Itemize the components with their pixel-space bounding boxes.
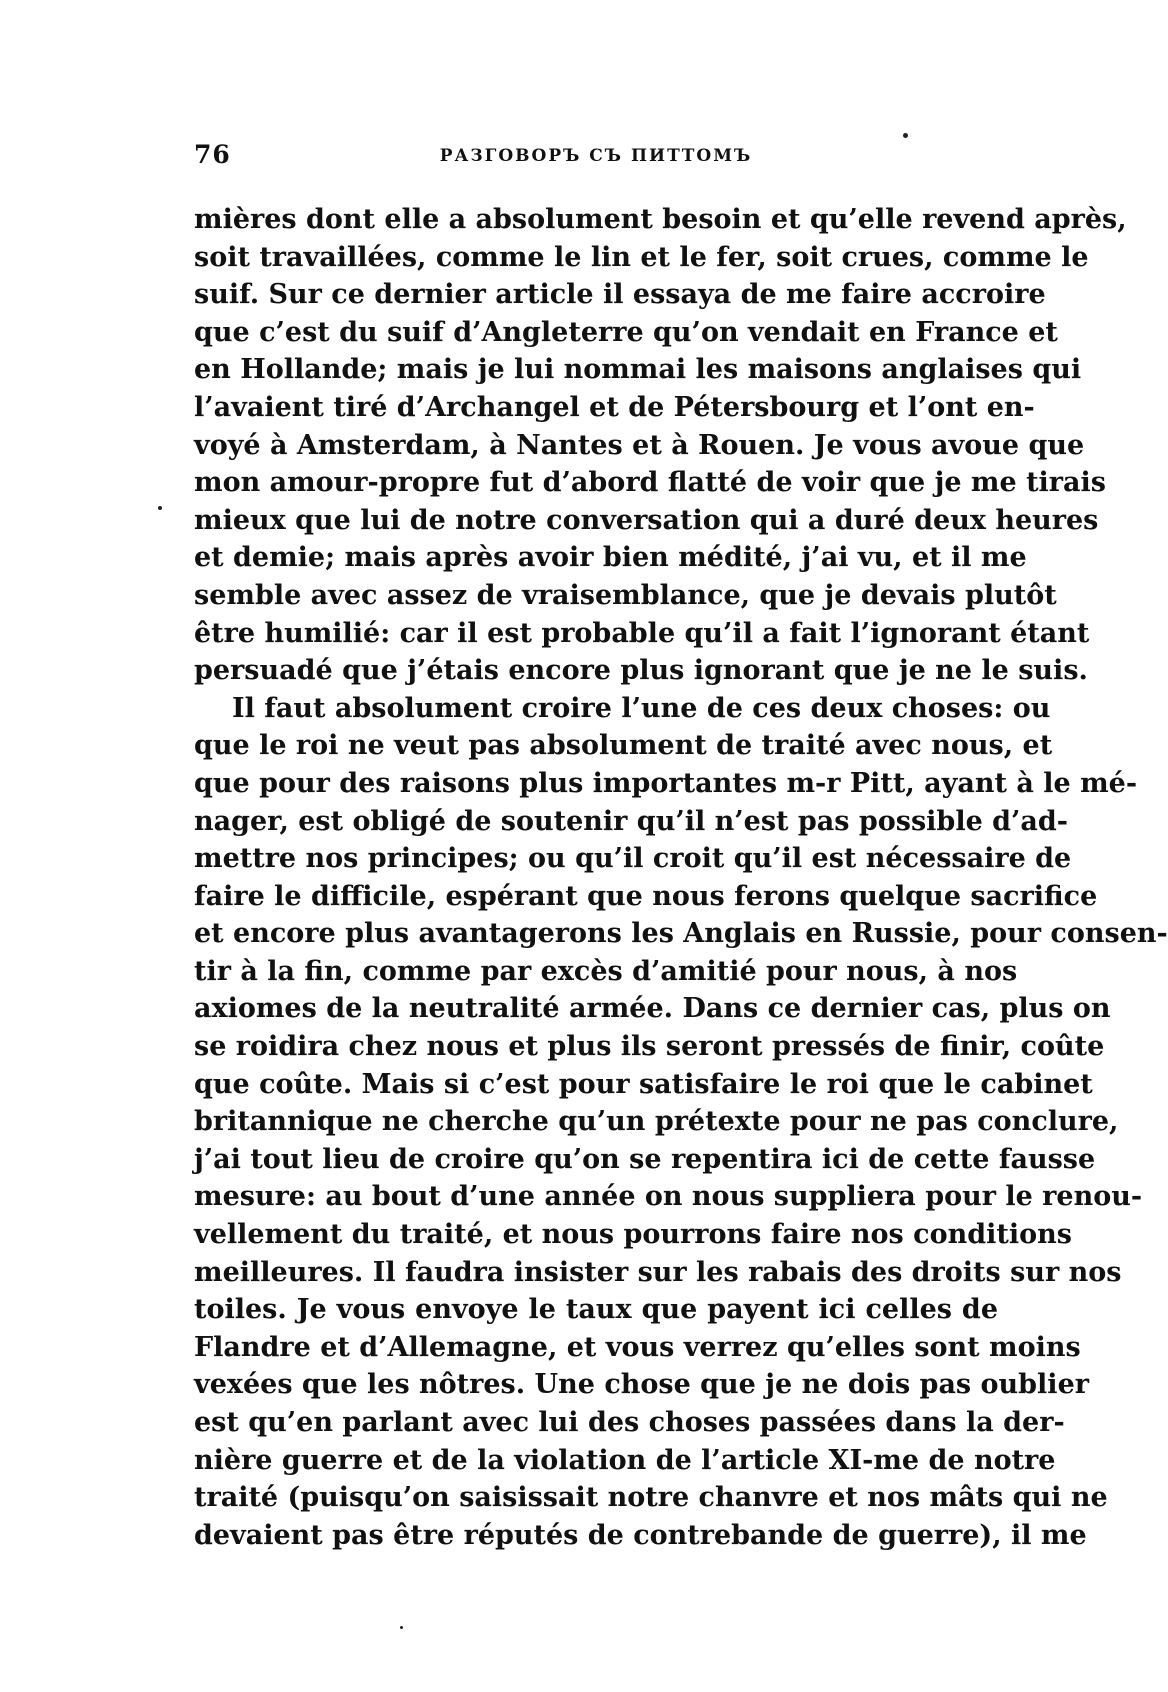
text-line: traité (puisqu’on saisissait notre chanvre et nos mâts qui ne <box>194 1482 1108 1514</box>
text-line: et demie; mais après avoir bien médité, j’ai vu, et il me <box>194 542 1027 574</box>
text-line: voyé à Amsterdam, à Nantes et à Rouen. Je vous avoue que <box>194 429 1085 461</box>
page-header <box>194 140 998 180</box>
print-speck <box>903 133 908 138</box>
text-line: en Hollande; mais je lui nommai les maisons anglaises qui <box>194 354 1082 386</box>
text-line: Flandre et d’Allemagne, et vous verrez qu’elles sont moins <box>194 1331 1081 1363</box>
text-line: axiomes de la neutralité armée. Dans ce dernier cas, plus on <box>194 993 1111 1025</box>
paragraph-1 <box>194 201 1127 690</box>
text-line: mettre nos principes; ou qu’il croit qu’il est nécessaire de <box>194 843 1072 875</box>
text-line: persuadé que j’étais encore plus ignorant que je ne le suis. <box>194 655 1088 687</box>
text-line: tir à la fin, comme par excès d’amitié pour nous, à nos <box>194 955 1018 987</box>
text-line: faire le difficile, espérant que nous ferons quelque sacrifice <box>194 880 1098 912</box>
text-line: suif. Sur ce dernier article il essaya de me faire accroire <box>194 279 1046 311</box>
text-line: meilleures. Il faudra insister sur les rabais des droits sur nos <box>194 1256 1122 1288</box>
text-line: mesure: au bout d’une année on nous suppliera pour le renou- <box>194 1181 1143 1213</box>
body-text <box>194 201 1168 1554</box>
text-line: toiles. Je vous envoye le taux que payent ici celles de <box>194 1294 998 1326</box>
print-speck <box>158 506 162 510</box>
text-line: j’ai tout lieu de croire qu’on se repentira ici de cette fausse <box>194 1143 1096 1175</box>
text-line: que le roi ne veut pas absolument de traité avec nous, et <box>194 730 1053 762</box>
text-line: que c’est du suif d’Angleterre qu’on vendait en France et <box>194 316 1058 348</box>
text-line: mon amour-propre fut d’abord flatté de voir que je me tirais <box>194 467 1106 499</box>
text-line: l’avaient tiré d’Archangel et de Pétersbourg et l’ont en- <box>194 391 1035 423</box>
text-line: vellement du traité, et nous pourrons faire nos conditions <box>194 1219 1072 1251</box>
text-line: mières dont elle a absolument besoin et qu’elle revend après, <box>194 204 1127 235</box>
text-line: que coûte. Mais si c’est pour satisfaire le roi que le cabinet <box>194 1068 1093 1100</box>
print-speck <box>400 1626 403 1629</box>
text-line: vexées que les nôtres. Une chose que je ne dois pas oublier <box>194 1369 1089 1401</box>
text-line: se roidira chez nous et plus ils seront pressés de finir, coûte <box>194 1031 1105 1063</box>
text-line: que pour des raisons plus importantes m-r Pitt, ayant à le mé- <box>194 767 1138 799</box>
running-title: РАЗГОВОРЪ СЪ ПИТТОМЪ <box>439 146 753 166</box>
paragraph-2 <box>194 690 1168 1555</box>
page-number: 76 <box>194 140 231 169</box>
text-line: devaient pas être réputés de contrebande de guerre), il me <box>194 1519 1087 1551</box>
text-line: mieux que lui de notre conversation qui a duré deux heures <box>194 504 1099 536</box>
text-line: soit travaillées, comme le lin et le fer, soit crues, comme le <box>194 241 1089 273</box>
text-line: être humilié: car il est probable qu’il a fait l’ignorant étant <box>194 617 1090 649</box>
text-line: Il faut absolument croire l’une de ces deux choses: ou <box>232 692 1051 724</box>
text-line: et encore plus avantagerons les Anglais en Russie, pour consen- <box>194 918 1168 950</box>
text-line: nager, est obligé de soutenir qu’il n’est pas possible d’ad- <box>194 805 1069 837</box>
text-line: britannique ne cherche qu’un prétexte pour ne pas conclure, <box>194 1106 1119 1138</box>
text-line: semble avec assez de vraisemblance, que je devais plutôt <box>194 579 1057 611</box>
text-line: nière guerre et de la violation de l’article XI-me de notre <box>194 1444 1056 1476</box>
text-line: est qu’en parlant avec lui des choses passées dans la der- <box>194 1407 1065 1438</box>
